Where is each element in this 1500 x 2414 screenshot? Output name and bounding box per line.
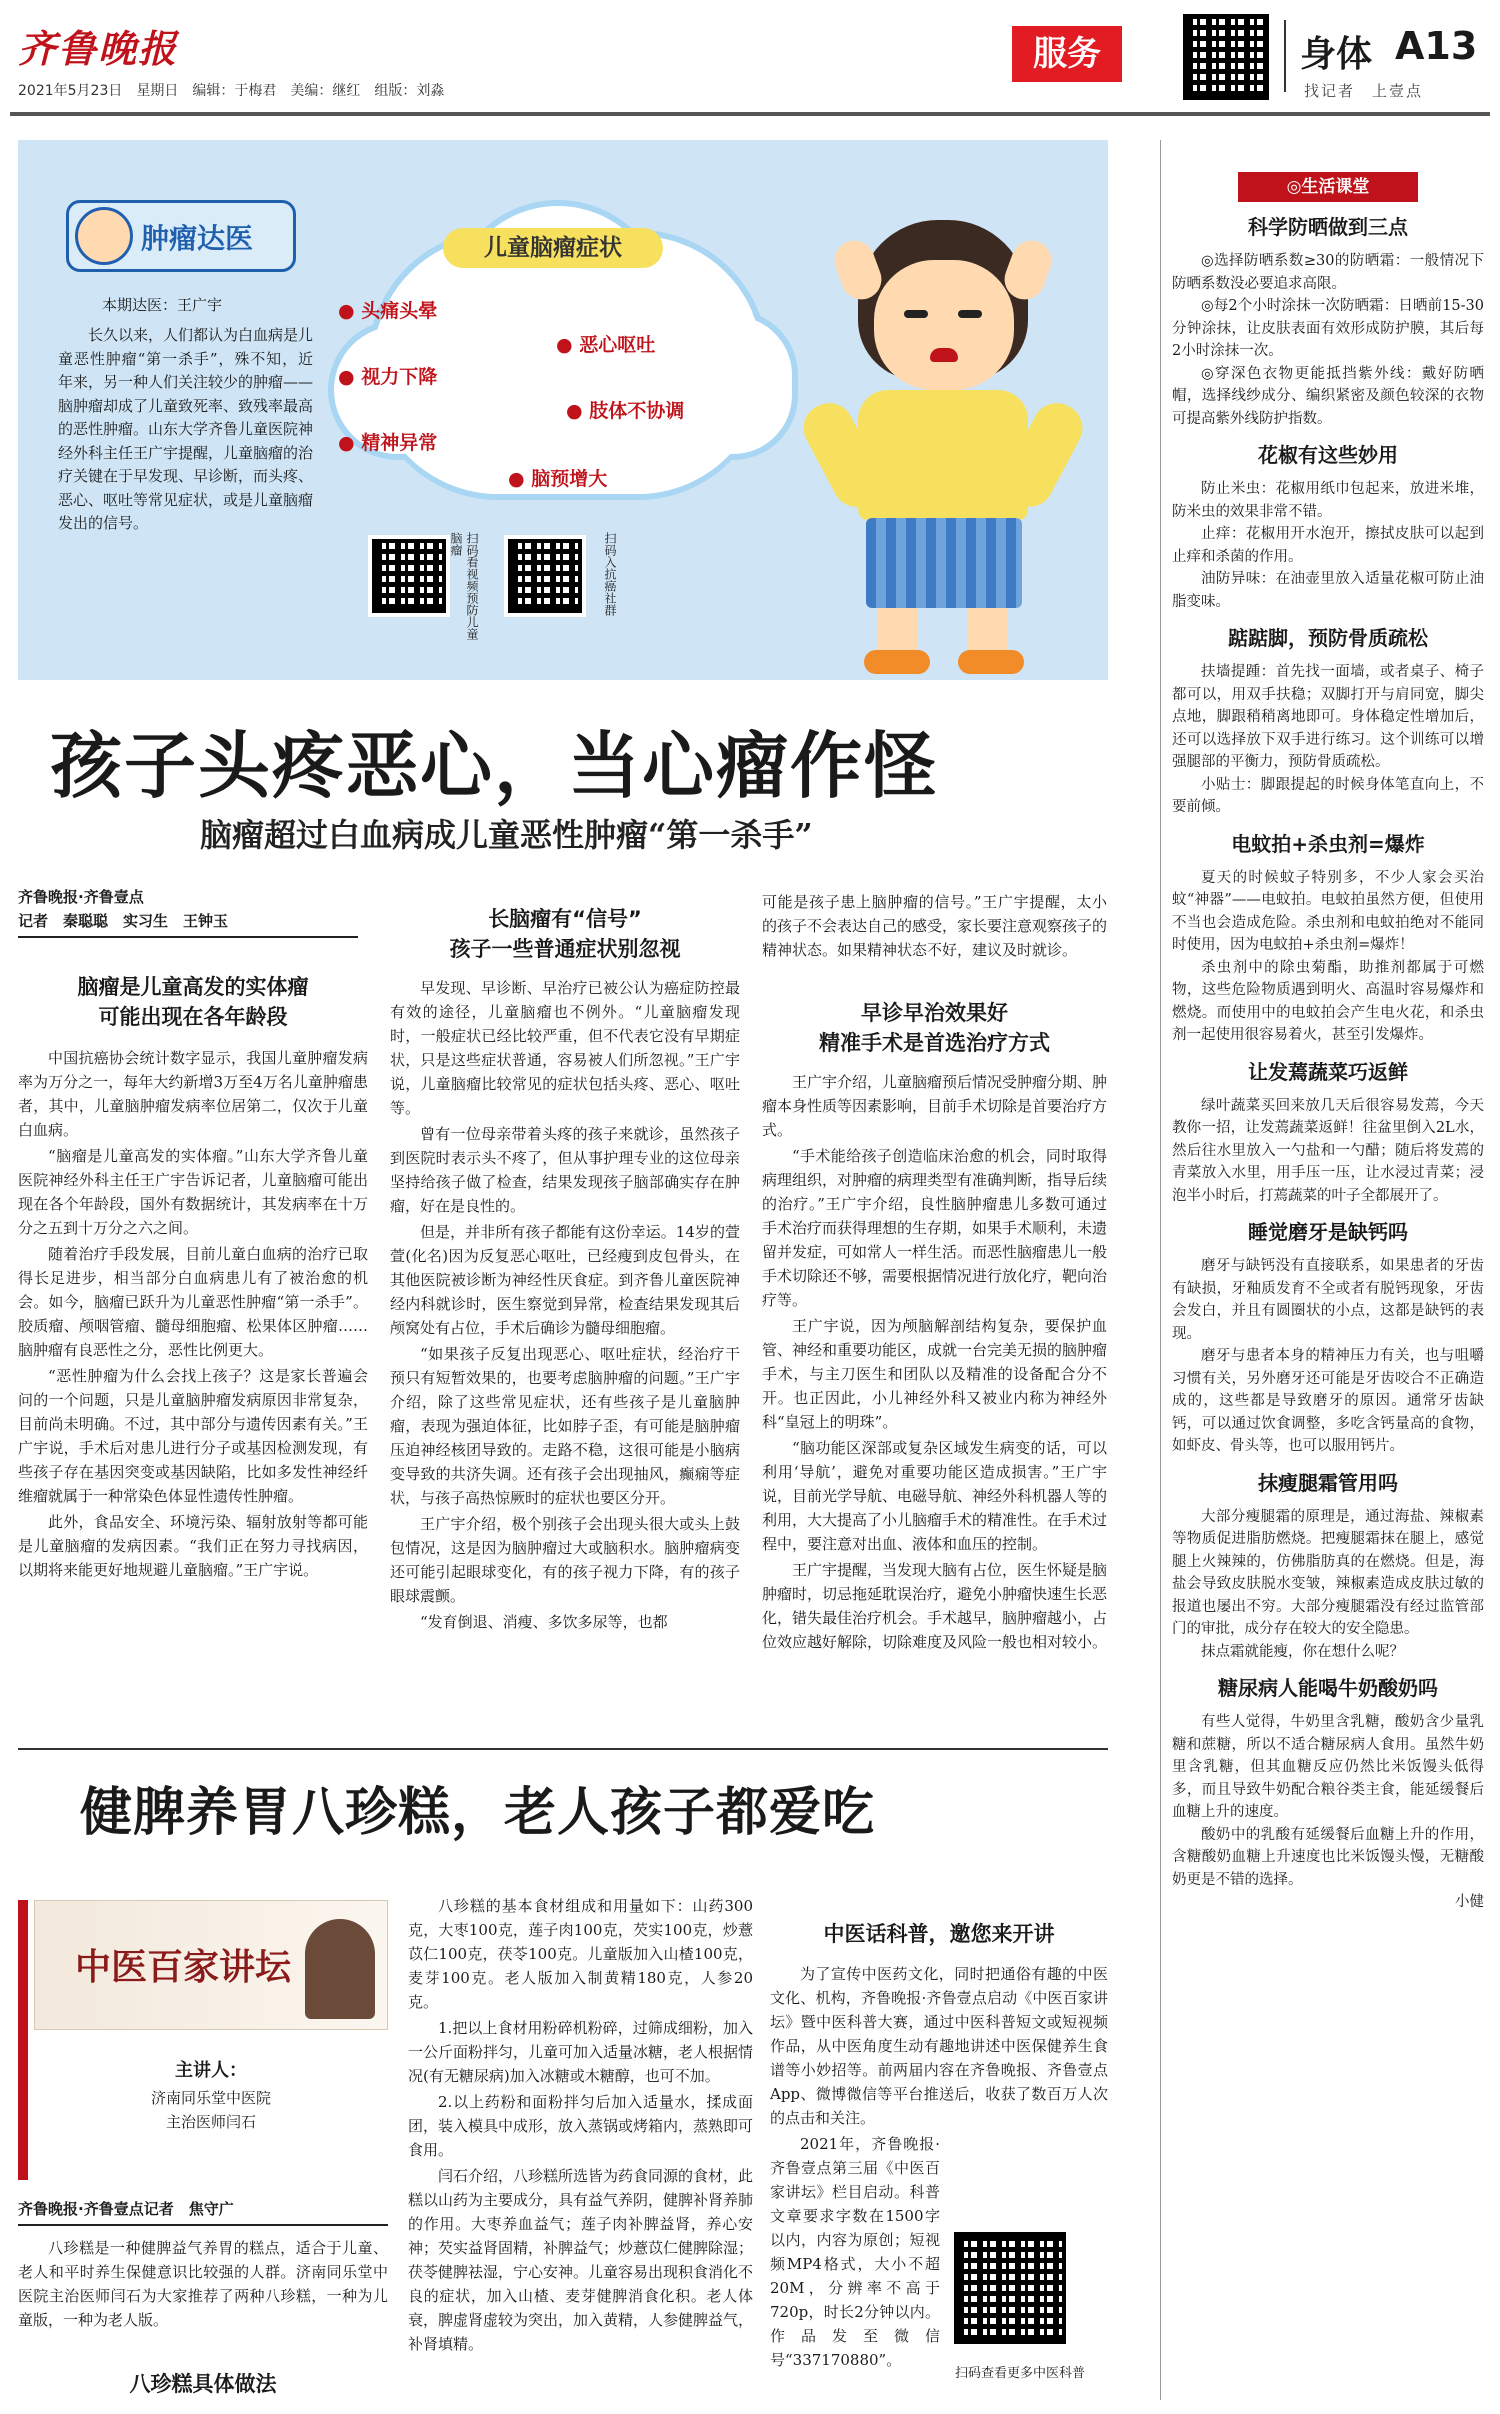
service-tag: 服务	[1012, 26, 1122, 82]
sidebar	[1172, 172, 1484, 1913]
paragraph: 闫石介绍，八珍糕所选皆为药食同源的食材，此糕以山药为主要成分，具有益气养阴，健脾补肾养肺的作用。大枣养血益气；莲子肉补脾益肾，养心安神；芡实益肾固精，补脾益气；炒薏苡仁健脾除湿；茯苓健脾祛湿，宁心安神。儿童容易出现积食消化不良的症状，加入山楂、麦芽健脾消食化积。老人体衰，脾虚肾虚较为突出，加入黄精，人参健脾益气，补肾填精。	[408, 2167, 754, 2353]
sidebar-item-tiptoe	[1172, 623, 1484, 819]
paragraph: “脑瘤是儿童高发的实体瘤。”山东大学齐鲁儿童医院神经外科主任王广宇告诉记者，儿童脑瘤可能出现在各个年龄段，国外有数据统计，其发病率在十万分之五到十万分之六之间。	[18, 1147, 368, 1237]
article1-section2-title: 长脑瘤有“信号” 孩子一些普通症状别忽视	[449, 907, 681, 961]
column-name: 肿瘤达医	[141, 222, 254, 255]
accent-bar	[18, 1900, 28, 2180]
guest-line: 本期达医：王广宇	[102, 296, 223, 314]
sidebar-item-sunscreen	[1172, 212, 1484, 430]
paragraph: ◎每2个小时涂抹一次防晒霜：日晒前15-30分钟涂抹，让皮肤表面有效形成防护膜，其后每2小时涂抹一次。	[1172, 298, 1484, 359]
banner-panel	[18, 140, 1108, 680]
article2-byline: 齐鲁晚报·齐鲁壹点记者 焦守广	[18, 2200, 234, 2218]
article1-source: 齐鲁晚报·齐鲁壹点	[18, 888, 144, 906]
symptom-vision: ● 视力下降	[338, 366, 438, 388]
tcm-qr-code[interactable]	[950, 2228, 1070, 2348]
cloud-title: 儿童脑瘤症状	[443, 228, 663, 268]
banner-qr-group[interactable]	[504, 535, 586, 617]
paragraph: ◎选择防晒系数≥30的防晒霜：一般情况下防晒系数没必要追求高限。	[1172, 253, 1484, 292]
sidebar-item-grinding	[1172, 1217, 1484, 1458]
sidebar-item-title: 让发蔫蔬菜巧返鲜	[1248, 1059, 1408, 1084]
sidebar-item-slimming	[1172, 1468, 1484, 1664]
masthead-divider	[1284, 20, 1286, 92]
byline-rule	[18, 936, 358, 938]
tcm-qr-caption: 扫码查看更多中医科普	[954, 2366, 1085, 2381]
banner-intro: 长久以来，人们都认为白血病是儿童恶性肿瘤“第一杀手”，殊不知，近年来，另一种人们关注较少的肿瘤——脑肿瘤却成了儿童致死率、致残率最高的恶性肿瘤。山东大学齐鲁儿童医院神经外科主任王广宇提醒，儿童脑瘤的治疗关键在于早发现、早诊断，而头疼、恶心、呕吐等常见症状，或是儿童脑瘤发出的信号。	[58, 326, 314, 532]
masthead-qr-code[interactable]	[1183, 14, 1269, 100]
masthead	[0, 0, 1500, 112]
symptom-mental: ● 精神异常	[338, 432, 438, 454]
paragraph: 王广宇提醒，当发现大脑有占位，医生怀疑是脑肿瘤时，切忌拖延耽误治疗，避免小肿瘤快速生长恶化，错失最佳治疗机会。手术越早，脑肿瘤越小，占位效应越好解除，切除难度及风险一般也相对较小。	[762, 1561, 1108, 1651]
paragraph: 中国抗癌协会统计数字显示，我国儿童肿瘤发病率为万分之一，每年大约新增3万至4万名儿童肿瘤患者，其中，儿童脑肿瘤发病率位居第二，仅次于儿童白血病。	[18, 1049, 368, 1139]
symptom-cloud	[328, 200, 798, 530]
sidebar-item-title: 电蚊拍+杀虫剂=爆炸	[1231, 831, 1425, 856]
paragraph: ◎穿深色衣物更能抵挡紫外线：戴好防晒帽，选择线纱成分、编织紧密及颜色较深的衣物可提高紫外线防护指数。	[1172, 365, 1484, 427]
paragraph: 夏天的时候蚊子特别多，不少人家会买治蚊“神器”——电蚊拍。电蚊拍虽然方便，但使用不当也会造成危险。杀虫剂和电蚊拍绝对不能同时使用，因为电蚊拍+杀虫剂=爆炸！	[1172, 869, 1484, 953]
sidebar-item-title: 抹瘦腿霜管用吗	[1258, 1470, 1398, 1495]
banner-qr-video-caption: 扫码看视频预防儿童脑瘤	[449, 532, 479, 640]
program-title: 中医百家讲坛	[75, 1946, 292, 1988]
article2-headline: 健脾养胃八珍糕，老人孩子都爱吃	[80, 1782, 876, 1843]
symptom-head-enlarge: ● 脑预增大	[508, 468, 608, 490]
article1-section3-title: 早诊早治效果好 精准手术是首选治疗方式	[819, 1001, 1050, 1055]
paragraph: 但是，并非所有孩子都能有这份幸运。14岁的萱萱(化名)因为反复恶心呕吐，已经瘦到皮包骨头，在其他医院被诊断为神经性厌食症。到齐鲁儿童医院神经内科就诊时，医生察觉到异常，检查结果发现其后颅窝处有占位，手术后确诊为髓母细胞瘤。	[390, 1223, 740, 1337]
article1-col1	[18, 1046, 368, 1584]
paragraph: 止痒：花椒用开水泡开，擦拭皮肤可以起到止痒和杀菌的作用。	[1172, 526, 1484, 565]
paragraph: 磨牙与缺钙没有直接联系，如果患者的牙齿有缺损，牙釉质发育不全或者有脱钙现象，牙齿会发白，并且有圆圈状的小点，这都是缺钙的表现。	[1172, 1258, 1484, 1342]
paragraph: 防止米虫：花椒用纸巾包起来，放进米堆，防米虫的效果非常不错。	[1172, 481, 1484, 520]
staff-line: 找记者 上壹点	[1304, 82, 1424, 100]
tcm-promo-card	[18, 1900, 388, 2180]
paragraph: 绿叶蔬菜买回来放几天后很容易发蔫，今天教你一招，让发蔫蔬菜返鲜！往盆里倒入2L水，然后往水里放入一勺盐和一勺醋；随后将发蔫的青菜放入水里，用手压一压，让水浸过青菜；浸泡半小时后，打蔫蔬菜的叶子全都展开了。	[1172, 1097, 1484, 1204]
method-title: 八珍糕具体做法	[129, 2372, 277, 2396]
paragraph: 磨牙与患者本身的精神压力有关，也与咀嚼习惯有关，另外磨牙还可能是牙齿咬合不正确造成的，这些都是导致磨牙的原因。通常牙齿缺钙，可以通过饮食调整，多吃含钙量高的食物，如虾皮、骨头等，也可以服用钙片。	[1172, 1348, 1484, 1454]
symptom-nausea: ● 恶心呕吐	[556, 334, 656, 356]
paragraph: 油防异味：在油壶里放入适量花椒可防止油脂变味。	[1172, 571, 1484, 610]
newspaper-logo: 齐鲁晚报	[18, 26, 179, 71]
paragraph: 王广宇介绍，儿童脑瘤预后情况受肿瘤分期、肿瘤本身性质等因素影响，目前手术切除是首要治疗方式。	[762, 1073, 1108, 1139]
symptom-coordination: ● 肢体不协调	[566, 400, 685, 422]
sidebar-item-title: 科学防晒做到三点	[1248, 215, 1408, 239]
sidebar-item-title: 糖尿病人能喝牛奶酸奶吗	[1218, 1676, 1438, 1700]
banner-qr-video[interactable]	[368, 535, 450, 617]
page-number: A13	[1395, 24, 1478, 68]
date-line: 2021年5月23日 星期日 编辑：于梅君 美编：继红 组版：刘淼	[18, 83, 445, 99]
paragraph: 2.以上药粉和面粉拌匀后加入适量水，揉成面团，装入模具中成形，放入蒸锅或烤箱内，蒸熟即可食用。	[408, 2093, 754, 2159]
paragraph: 有些人觉得，牛奶里含乳糖，酸奶含少量乳糖和蔗糖，所以不适合糖尿病人食用。虽然牛奶里含乳糖，但其血糖反应仍然比米饭馒头低得多，而且导致牛奶配合粮谷类主食，能延缓餐后血糖上升的速度。	[1172, 1714, 1484, 1820]
paragraph: 曾有一位母亲带着头疼的孩子来就诊，虽然孩子到医院时表示头不疼了，但从事护理专业的这位母亲坚持给孩子做了检查，结果发现孩子脑部确实存在肿瘤，好在是良性的。	[390, 1125, 740, 1215]
paragraph: “如果孩子反复出现恶心、呕吐症状，经治疗干预只有短暂效果的，也要考虑脑肿瘤的问题。”王广宇介绍，除了这些常见症状，还有些孩子是儿童脑肿瘤，表现为强迫体征，比如脖子歪，有可能是脑肿瘤压迫神经核团导致的。走路不稳，这很可能是小脑病变导致的共济失调。还有孩子会出现抽风，癫痫等症状，与孩子高热惊厥时的症状也要区分开。	[390, 1345, 740, 1507]
paragraph: 为了宣传中医药文化，同时把通俗有趣的中医文化、机构，齐鲁晚报·齐鲁壹点启动《中医百家讲坛》暨中医科普大赛，通过中医科普短文或短视频作品，从中医角度生动有趣地讲述中医保健养生食谱等小妙招等。前两届内容在齐鲁晚报、齐鲁壹点App、微博微信等平台推送后，收获了数百万人次的点击和关注。	[770, 1965, 1108, 2127]
column-badge	[66, 200, 296, 272]
section-name: 身体	[1300, 34, 1373, 75]
paragraph: 随着治疗手段发展，目前儿童白血病的治疗已取得长足进步，相当部分白血病患儿有了被治愈的机会。如今，脑瘤已跃升为儿童恶性肿瘤“第一杀手”。胶质瘤、颅咽管瘤、髓母细胞瘤、松果体区肿瘤……脑肿瘤有良恶性之分，恶性比例更大。	[18, 1245, 368, 1359]
paragraph: 王广宇介绍，极个别孩子会出现头很大或头上鼓包情况，这是因为脑肿瘤过大或脑积水。脑肿瘤病变还可能引起眼球变化，有的孩子视力下降，有的孩子眼球震颤。	[390, 1515, 740, 1605]
paragraph: 扶墙提踵：首先找一面墙，或者桌子、椅子都可以，用双手扶稳；双脚打开与肩同宽，脚尖点地，脚跟稍稍离地即可。身体稳定性增加后，还可以选择放下双手进行练习。这个训练可以增强腿部的平衡力，预防骨质疏松。	[1172, 664, 1484, 770]
symptom-headache: ● 头痛头晕	[338, 300, 438, 322]
host-label: 主讲人：	[175, 2060, 247, 2081]
sidebar-item-title: 睡觉磨牙是缺钙吗	[1248, 1220, 1408, 1244]
paragraph: 小贴士：脚跟提起的时候身体笔直向上，不要前倾。	[1172, 776, 1484, 815]
banner-qr-group-caption: 扫码入抗癌社群	[603, 532, 617, 616]
paragraph: 抹点霜就能瘦，你在想什么呢？	[1201, 1643, 1404, 1660]
paragraph: 此外，食品安全、环境污染、辐射放射等都可能是儿童脑瘤的发病因素。“我们正在努力寻找病因，以期将来能更好地规避儿童脑瘤。”王广宇说。	[18, 1513, 368, 1579]
doctor-portrait-icon	[305, 1919, 375, 2019]
sidebar-item-mosquito	[1172, 829, 1484, 1047]
masthead-rule	[10, 112, 1490, 116]
paragraph: 王广宇说，因为颅脑解剖结构复杂，要保护血管、神经和重要功能区，成就一台完美无损的脑肿瘤手术，与主刀医生和团队以及精准的设备配合分不开。也正因此，小儿神经外科又被业内称为神经外科“皇冠上的明珠”。	[762, 1317, 1108, 1431]
paragraph: “手术能给孩子创造临床治愈的机会，同时取得病理组织，对肿瘤的病理类型有准确判断，指导后续的治疗。”王广宇介绍，良性脑肿瘤患儿多数可通过手术治疗而获得理想的生存期，如果手术顺利，未遗留并发症，可如常人一样生活。而恶性脑瘤患儿一般手术切除还不够，需要根据情况进行放化疗，靶向治疗等。	[762, 1147, 1108, 1309]
article1-col2	[390, 976, 740, 1636]
article1-byline: 记者 秦聪聪 实习生 王钟玉	[18, 912, 229, 930]
child-illustration	[818, 200, 1078, 680]
paragraph: 杀虫剂中的除虫菊酯，助推剂都属于可燃物，这些危险物质遇到明火、高温时容易爆炸和燃烧。而使用中的电蚊拍会产生电火花，和杀虫剂一起使用很容易着火，甚至引发爆炸。	[1172, 959, 1484, 1043]
sidebar-rule	[1160, 140, 1161, 2400]
paragraph: “脑功能区深部或复杂区域发生病变的话，可以利用‘导航’，避免对重要功能区造成损害。”王广宇说，目前光学导航、电磁导航、神经外科机器人等的利用，大大提高了小儿脑瘤手术的精准性。在手术过程中，要注意对出血、液体和血压的控制。	[762, 1439, 1108, 1553]
article1-col3	[762, 1070, 1107, 1656]
doctor-avatar-icon	[75, 207, 133, 265]
article2-body	[408, 1894, 753, 2358]
article1-subhead: 脑瘤超过白血病成儿童恶性肿瘤“第一杀手”	[200, 816, 813, 854]
sidebar-item-vegetables	[1172, 1057, 1484, 1208]
article1-section1-title: 脑瘤是儿童高发的实体瘤 可能出现在各年龄段	[77, 975, 309, 1029]
paragraph: “发育倒退、消瘦、多饮多尿等，也都	[420, 1613, 668, 1631]
paragraph: 酸奶中的乳酸有延缓餐后血糖上升的作用，含糖酸奶血糖上升速度也比米饭馒头慢，无糖酸奶更是不错的选择。	[1172, 1826, 1484, 1888]
host-info: 济南同乐堂中医院 主治医师闫石	[150, 2089, 271, 2131]
article1-col3-lead: 可能是孩子患上脑肿瘤的信号。”王广宇提醒，太小的孩子不会表达自己的感受，家长要注意观察孩子的精神状态。如果精神状态不好，建议及时就诊。	[762, 893, 1108, 959]
paragraph: 早发现、早诊断、早治疗已被公认为癌症防控最有效的途径，儿童脑瘤也不例外。“儿童脑瘤发现时，一般症状已经比较严重，但不代表它没有早期症状，只是这些症状普通，容易被人们所忽视。”王广宇说，儿童脑瘤比较常见的症状包括头疼、恶心、呕吐等。	[390, 979, 740, 1117]
sidebar-column-tag: ◎生活课堂	[1238, 172, 1418, 202]
sidebar-item-diabetes	[1172, 1673, 1484, 1891]
article-divider	[18, 1748, 1108, 1750]
paragraph: 八珍糕的基本食材组成和用量如下：山药300克，大枣100克，莲子肉100克，芡实100克，炒薏苡仁100克，茯苓100克。儿童版加入山楂100克，麦芽100克。老人版加入制黄精180克，人参20克。	[408, 1897, 753, 2011]
paragraph: 1.把以上食材用粉碎机粉碎，过筛成细粉，加入一公斤面粉拌匀，儿童可加入适量冰糖，老人根据情况(有无糖尿病)加入冰糖或木糖醇，也可不加。	[408, 2019, 754, 2085]
paragraph: 2021年，齐鲁晚报·齐鲁壹点第三届《中医百家讲坛》栏目启动。科普文章要求字数在1500字以内，内容为原创；短视频MP4格式，大小不超20M，分辨率不高于720p，时长2分钟以内。作品发至微信号“337170880”。	[770, 2135, 940, 2369]
paragraph: “恶性肿瘤为什么会找上孩子？这是家长普遍会问的一个问题，只是儿童脑肿瘤发病原因非常复杂，目前尚未明确。不过，其中部分与遗传因素有关。”王广宇说，手术后对患儿进行分子或基因检测发现，有些孩子存在基因突变或基因缺陷，比如多发性神经纤维瘤就属于一种常染色体显性遗传性肿瘤。	[18, 1367, 368, 1505]
promo-title: 中医话科普，邀您来开讲	[823, 1922, 1055, 1946]
article1-headline: 孩子头疼恶心，当心瘤作怪	[50, 724, 939, 808]
sidebar-item-title: 花椒有这些妙用	[1258, 443, 1398, 467]
paragraph: 大部分瘦腿霜的原理是，通过海盐、辣椒素等物质促进脂肪燃烧。把瘦腿霜抹在腿上，感觉腿上火辣辣的，仿佛脂肪真的在燃烧。但是，海盐会导致皮肤脱水变皱，辣椒素造成皮肤过敏的报道也屡出不穷。大部分瘦腿霜没有经过监管部门的审批，成分存在较大的安全隐患。	[1172, 1508, 1484, 1637]
sidebar-item-pepper	[1172, 440, 1484, 613]
program-banner	[34, 1900, 388, 2030]
sidebar-item-title: 踮踮脚，预防骨质疏松	[1228, 626, 1428, 650]
article2-intro: 八珍糕是一种健脾益气养胃的糕点，适合于儿童、老人和平时养生保健意识比较强的人群。济南同乐堂中医院主治医师闫石为大家推荐了两种八珍糕，一种为儿童版，一种为老人版。	[18, 2239, 388, 2329]
sidebar-signoff: 小健	[1455, 1894, 1484, 1910]
